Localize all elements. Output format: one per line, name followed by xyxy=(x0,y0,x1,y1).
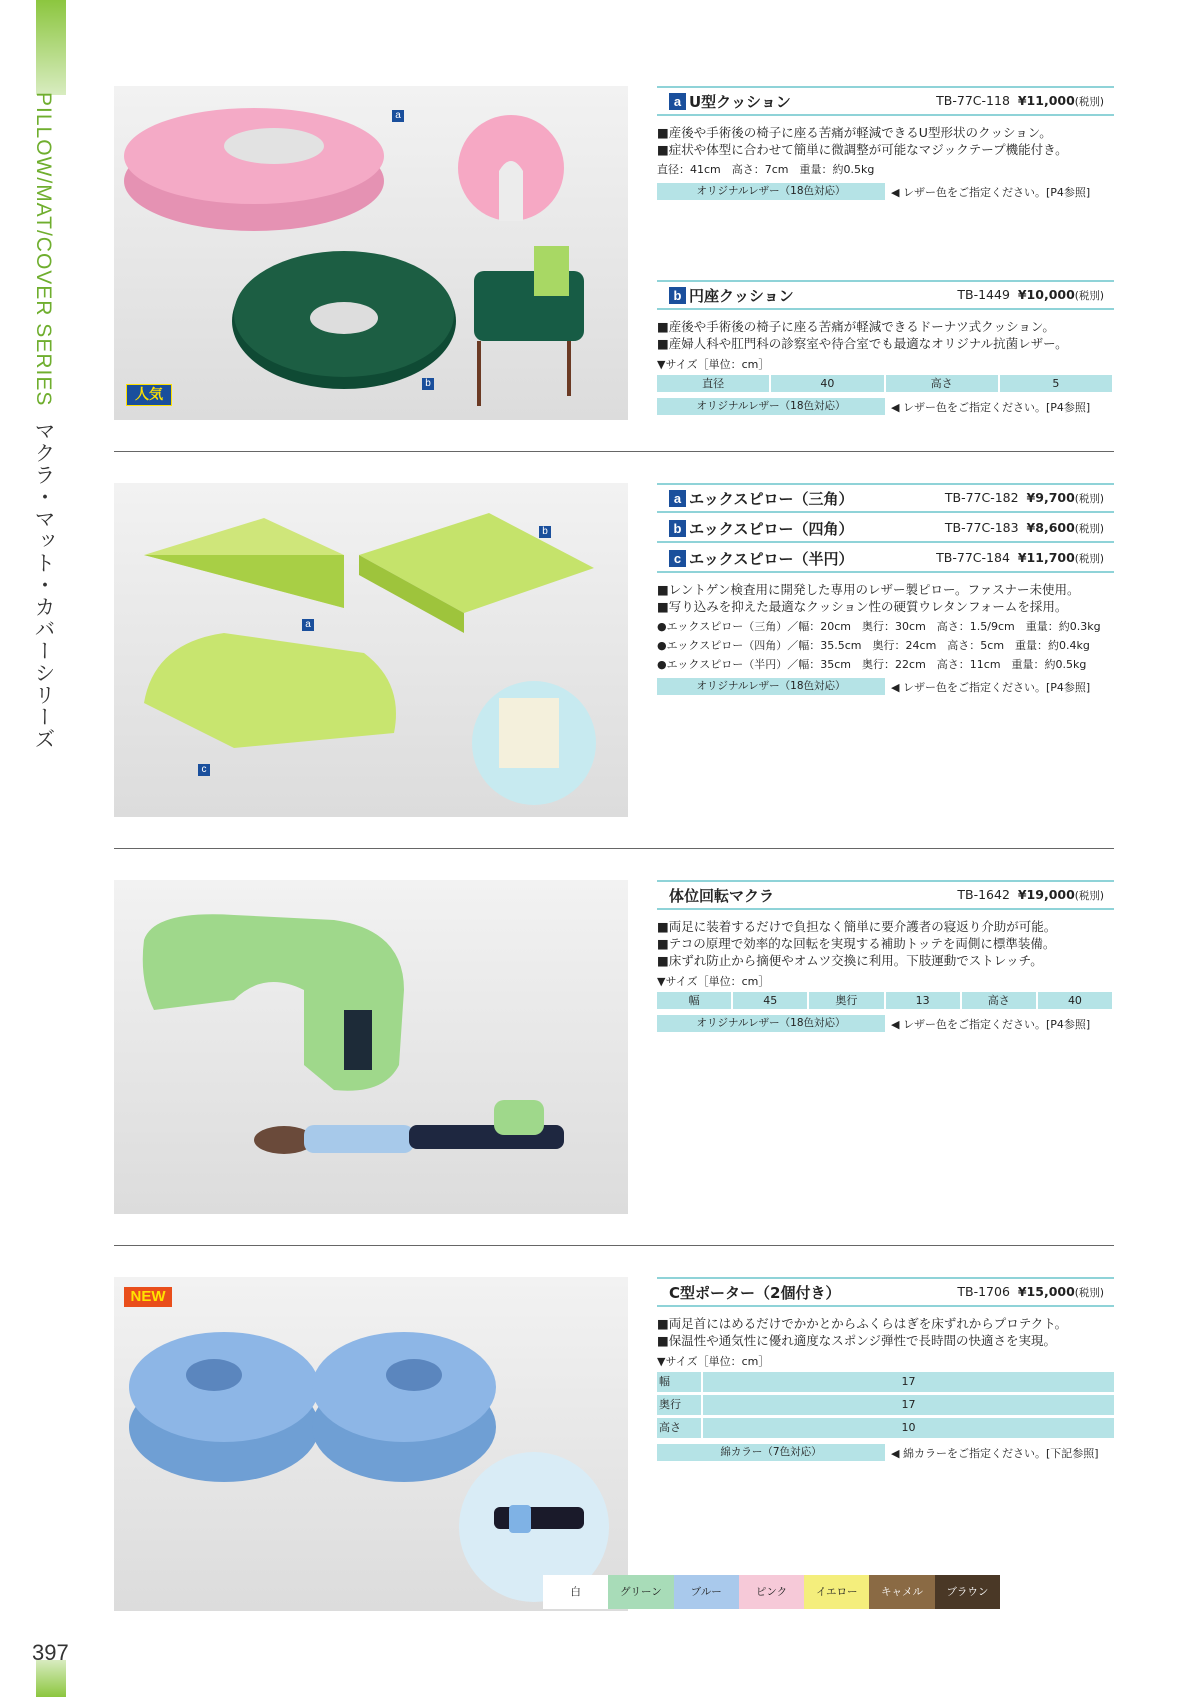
tax-note: (税別) xyxy=(1074,290,1104,302)
size-cell: 40 xyxy=(771,375,883,392)
rotation-pillow-info xyxy=(657,880,1114,1032)
product-code-price xyxy=(945,490,1104,506)
tax-note: (税別) xyxy=(1074,553,1104,565)
description xyxy=(657,318,1114,352)
square-pillow xyxy=(359,513,594,613)
size-cell: 高さ xyxy=(962,992,1036,1009)
new-badge: NEW xyxy=(124,1287,172,1307)
description xyxy=(657,1315,1114,1349)
section-divider xyxy=(114,1245,1114,1246)
inset-foam xyxy=(499,698,559,768)
leather-label: オリジナルレザー（18色対応） xyxy=(657,183,885,200)
product-name: 円座クッション xyxy=(689,286,794,305)
product-title-row xyxy=(657,1277,1114,1307)
size-row xyxy=(657,1372,1114,1392)
cushion-photo xyxy=(114,86,628,420)
description-line: ■テコの原理で効率的な回転を実現する補助トッテを両側に標準装備。 xyxy=(657,936,1056,951)
product-price: ¥11,700 xyxy=(1017,550,1075,565)
chair-back xyxy=(534,246,569,296)
rotation-pillow-photo xyxy=(114,880,628,1214)
popular-badge: 人気 xyxy=(126,384,172,406)
badge-a: a xyxy=(669,490,686,507)
size-grid xyxy=(657,375,1114,392)
leather-option xyxy=(657,1015,1114,1032)
product-code-price xyxy=(945,520,1104,536)
description-line: ■レントゲン検査用に開発した専用のレザー製ピロー。ファスナー未使用。 xyxy=(657,582,1080,597)
x-pillow-info xyxy=(657,483,1114,695)
u-cushion-hole xyxy=(224,128,324,164)
description-line: ■床ずれ防止から摘便やオムツ交換に利用。下肢運動でストレッチ。 xyxy=(657,953,1043,968)
product-title-row xyxy=(657,545,1114,573)
product-code-price xyxy=(957,287,1104,303)
product-price: ¥19,000 xyxy=(1017,887,1075,902)
size-row-label: 幅 xyxy=(657,1372,701,1392)
description-line: ■症状や体型に合わせて簡単に微調整が可能なマジックテープ機能付き。 xyxy=(657,142,1068,157)
badge-a: a xyxy=(669,93,686,110)
half-round-pillow xyxy=(144,633,396,748)
description-line: ■産後や手術後の椅子に座る苦痛が軽減できるU型形状のクッション。 xyxy=(657,125,1052,140)
leather-option xyxy=(657,398,1114,415)
description xyxy=(657,918,1114,969)
product-name: C型ポーター（2個付き） xyxy=(669,1283,841,1302)
spec-line: ●エックスピロー（四角）／幅：35.5cm 奥行：24cm 高さ：5cm 重量：約0.4kg xyxy=(657,639,1090,652)
size-row-value: 10 xyxy=(703,1418,1114,1438)
product-name: エックスピロー（半円） xyxy=(689,549,854,568)
inset-porter xyxy=(509,1505,531,1533)
product-price: ¥11,000 xyxy=(1017,93,1075,108)
badge-b: b xyxy=(669,520,686,537)
series-label-en: PILLOW/MAT/COVER SERIES xyxy=(32,92,55,407)
description-line: ■産後や手術後の椅子に座る苦痛が軽減できるドーナツ式クッション。 xyxy=(657,319,1055,334)
product-price: ¥8,600 xyxy=(1026,520,1075,535)
cotton-option xyxy=(657,1444,1114,1461)
product-code: TB-77C-184 xyxy=(936,550,1010,565)
leather-label: オリジナルレザー（18色対応） xyxy=(657,1015,885,1032)
size-cell: 高さ xyxy=(886,375,998,392)
triangle-pillow-side xyxy=(144,555,344,608)
c-porter-illustration xyxy=(114,1277,628,1611)
tag-a: a xyxy=(392,110,404,122)
color-swatch: イエロー xyxy=(804,1575,869,1609)
description-line: ■両足に装着するだけで負担なく簡単に要介護者の寝返り介助が可能。 xyxy=(657,919,1057,934)
product-code-price xyxy=(936,550,1104,566)
size-grid xyxy=(657,992,1114,1009)
page-number: 397 xyxy=(32,1640,69,1665)
description xyxy=(657,124,1114,158)
pillow-in-use xyxy=(494,1100,544,1135)
cotton-note: ◀ 綿カラーをご指定ください。[下記参照] xyxy=(891,1446,1099,1460)
badge-b: b xyxy=(669,287,686,304)
product-code-price xyxy=(936,93,1104,109)
tax-note: (税別) xyxy=(1074,493,1104,505)
product-name: エックスピロー（三角） xyxy=(689,489,854,508)
ring-cushion-info xyxy=(657,280,1114,415)
product-code: TB-1706 xyxy=(957,1284,1010,1299)
description-line: ■両足首にはめるだけでかかとからふくらはぎを床ずれからプロテクト。 xyxy=(657,1316,1068,1331)
product-title-row xyxy=(657,515,1114,543)
leather-option xyxy=(657,678,1114,695)
product-title-row xyxy=(657,86,1114,116)
size-row-label: 高さ xyxy=(657,1418,701,1438)
side-accent-top xyxy=(36,0,66,95)
tag-b: b xyxy=(422,378,434,390)
product-price: ¥15,000 xyxy=(1017,1284,1075,1299)
tax-note: (税別) xyxy=(1074,523,1104,535)
product-title-row xyxy=(657,880,1114,910)
color-swatch: ブルー xyxy=(674,1575,739,1609)
size-row-value: 17 xyxy=(703,1395,1114,1415)
size-label: ▼サイズ［単位：cm］ xyxy=(657,1355,770,1368)
color-swatches xyxy=(543,1575,1000,1609)
c-porter-left-hole xyxy=(186,1359,242,1391)
color-swatch: 白 xyxy=(543,1575,608,1609)
spec-line: 直径：41cm 高さ：7cm 重量：約0.5kg xyxy=(657,163,875,176)
spec-line: ●エックスピロー（三角）／幅：20cm 奥行：30cm 高さ：1.5/9cm 重量：約0.3kg xyxy=(657,620,1101,633)
product-price: ¥9,700 xyxy=(1026,490,1075,505)
c-porter-photo xyxy=(114,1277,628,1611)
size-cell: 13 xyxy=(886,992,960,1009)
leather-note: ◀ レザー色をご指定ください。[P4参照] xyxy=(891,1017,1091,1031)
description xyxy=(657,581,1114,615)
size-row xyxy=(657,1395,1114,1415)
product-name: U型クッション xyxy=(689,92,791,111)
color-swatch: キャメル xyxy=(869,1575,934,1609)
product-price: ¥10,000 xyxy=(1017,287,1075,302)
leather-label: オリジナルレザー（18色対応） xyxy=(657,398,885,415)
leather-note: ◀ レザー色をご指定ください。[P4参照] xyxy=(891,185,1091,199)
person-shirt xyxy=(304,1125,414,1153)
color-swatch: ブラウン xyxy=(935,1575,1000,1609)
product-code: TB-77C-183 xyxy=(944,520,1019,535)
size-cell: 直径 xyxy=(657,375,769,392)
series-label xyxy=(28,92,58,750)
product-title-row xyxy=(657,483,1114,513)
strap xyxy=(344,1010,372,1070)
product-code: TB-77C-182 xyxy=(944,490,1019,505)
product-code: TB-1642 xyxy=(957,887,1010,902)
product-name: エックスピロー（四角） xyxy=(689,519,854,538)
size-cell: 奥行 xyxy=(809,992,883,1009)
cotton-label: 綿カラー（7色対応） xyxy=(657,1444,885,1461)
tag-c: c xyxy=(198,764,210,776)
size-cell: 幅 xyxy=(657,992,731,1009)
size-row-value: 17 xyxy=(703,1372,1114,1392)
color-swatch: ピンク xyxy=(739,1575,804,1609)
section-divider xyxy=(114,451,1114,452)
size-cell: 5 xyxy=(1000,375,1112,392)
badge-c: c xyxy=(669,550,686,567)
size-row-label: 奥行 xyxy=(657,1395,701,1415)
product-name: 体位回転マクラ xyxy=(669,886,775,905)
product-code: TB-1449 xyxy=(957,287,1010,302)
tax-note: (税別) xyxy=(1074,96,1104,108)
color-swatch: グリーン xyxy=(608,1575,673,1609)
size-label: ▼サイズ［単位：cm］ xyxy=(657,975,770,988)
tag-a: a xyxy=(302,619,314,631)
product-title-row xyxy=(657,280,1114,310)
cushion-illustration xyxy=(114,86,628,420)
ring-cushion-hole xyxy=(310,302,378,334)
series-label-jp: マクラ・マット・カバーシリーズ xyxy=(32,420,55,751)
leather-note: ◀ レザー色をご指定ください。[P4参照] xyxy=(891,680,1091,694)
x-pillow-photo xyxy=(114,483,628,817)
leather-note: ◀ レザー色をご指定ください。[P4参照] xyxy=(891,400,1091,414)
tax-note: (税別) xyxy=(1074,890,1104,902)
product-code: TB-77C-118 xyxy=(936,93,1010,108)
c-porter-right-hole xyxy=(386,1359,442,1391)
size-cell: 40 xyxy=(1038,992,1112,1009)
tax-note: (税別) xyxy=(1074,1287,1104,1299)
description-line: ■産婦人科や肛門科の診察室や待合室でも最適なオリジナル抗菌レザー。 xyxy=(657,336,1068,351)
size-row xyxy=(657,1418,1114,1438)
u-cushion-info xyxy=(657,86,1114,200)
product-code-price xyxy=(957,887,1104,903)
spec-line: ●エックスピロー（半円）／幅：35cm 奥行：22cm 高さ：11cm 重量：約0.5kg xyxy=(657,658,1087,671)
inset-leg xyxy=(494,1507,584,1529)
c-porter-info xyxy=(657,1277,1114,1461)
size-label: ▼サイズ［単位：cm］ xyxy=(657,358,770,371)
leather-option xyxy=(657,183,1114,200)
section-divider xyxy=(114,848,1114,849)
tag-b: b xyxy=(539,526,551,538)
u-cushion-slot xyxy=(499,161,523,221)
size-cell: 45 xyxy=(733,992,807,1009)
leather-label: オリジナルレザー（18色対応） xyxy=(657,678,885,695)
description-line: ■保温性や通気性に優れ適度なスポンジ弾性で長時間の快適さを実現。 xyxy=(657,1333,1056,1348)
description-line: ■写り込みを抑えた最適なクッション性の硬質ウレタンフォームを採用。 xyxy=(657,599,1068,614)
rotation-pillow-illustration xyxy=(114,880,628,1214)
product-code-price xyxy=(957,1284,1104,1300)
